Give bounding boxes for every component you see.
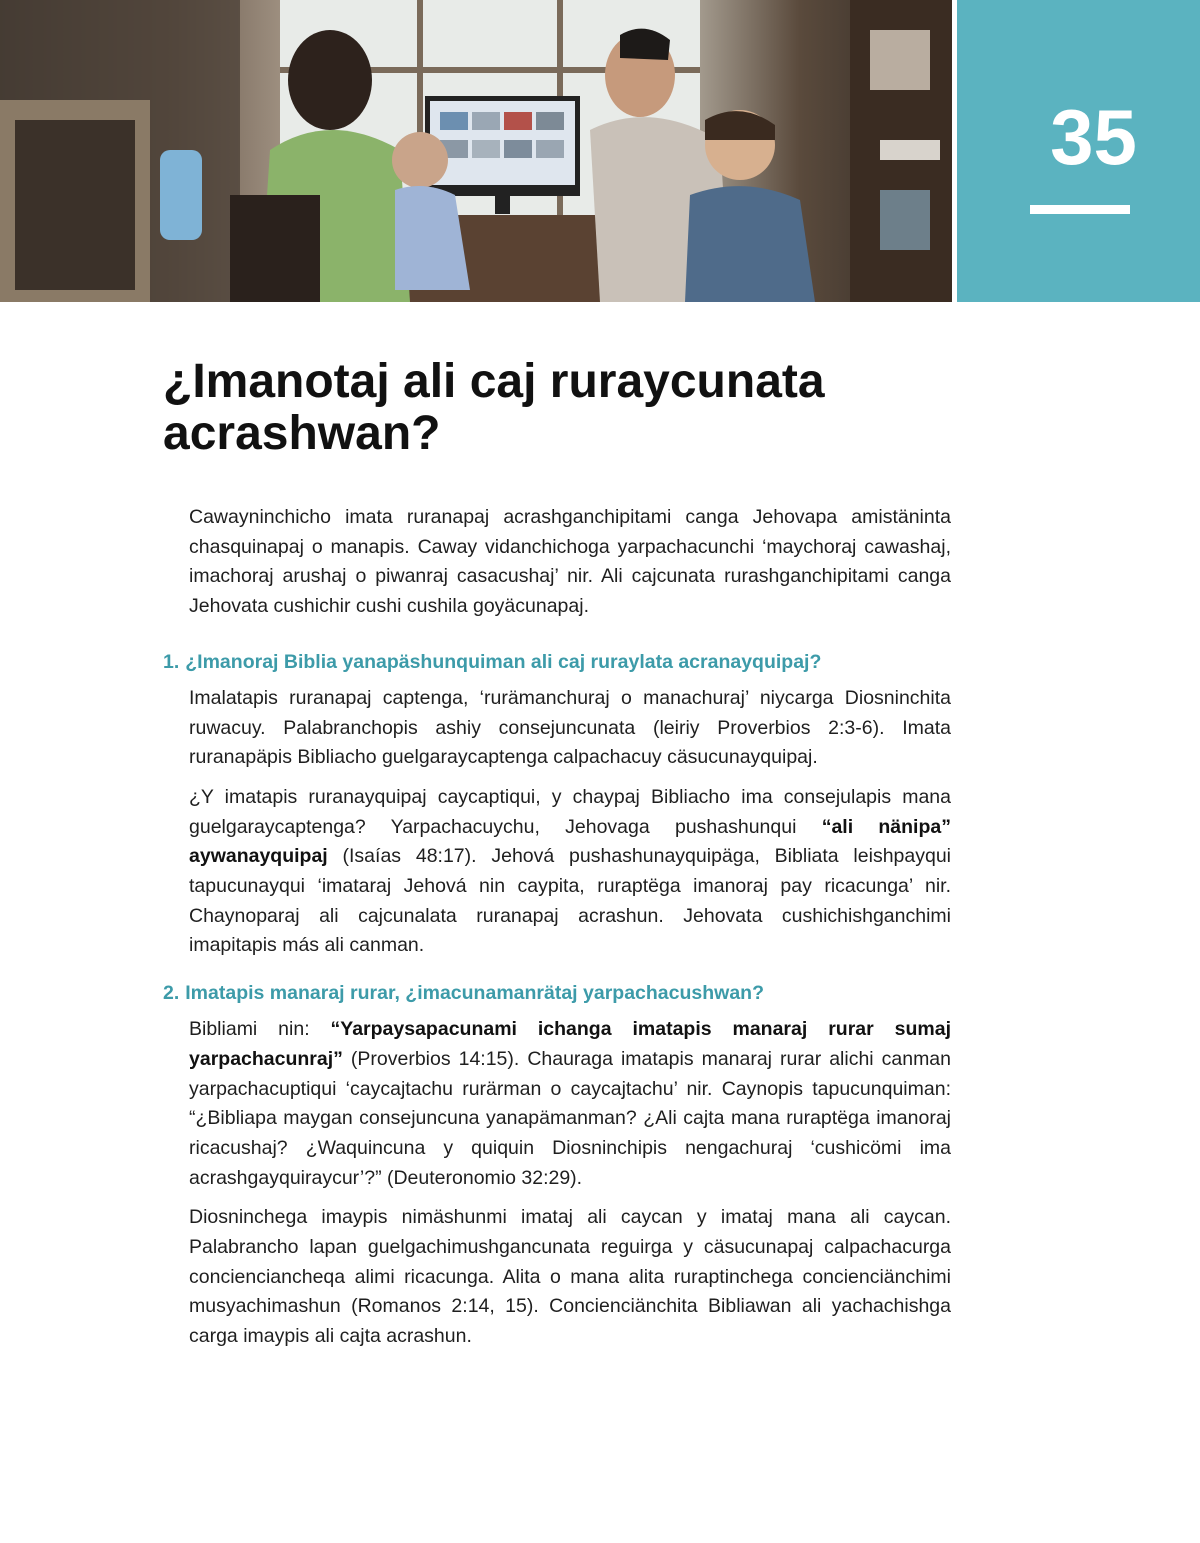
- section-1-heading: [163, 648, 951, 676]
- text-run: (Proverbios 14:15). Chauraga imatapis manaraj rurar alichi canman yarpachacuptiqui ‘caycajtachu rurärman o caycajtachu’ nir. Caynopis tapucunquiman: “¿Bibliapa maygan consejuncuna yanapämanman? ¿Ali cajta mana ruraptëga imanoraj ricacushaj? ¿Waquincuna y quiquin Diosninchipis nengachuraj ‘cushicömi ima acrashgayquiraycur’?” (Deuteronomio 32:29).: [189, 1047, 951, 1189]
- section-1-question: ¿Imanoraj Biblia yanapäshunquiman ali caj ruraylata acranayquipaj?: [185, 650, 822, 673]
- lesson-number: 35: [1050, 93, 1137, 181]
- section-1-paragraph-1: Imalatapis ruranapaj captenga, ‘rurämanchuraj o manachuraj’ niycarga Diosninchita ruwacuy. Palabranchopis ashiy consejuncunata (leiriy Proverbios 2:3-6). Imata ruranapäpis Bibliacho guelgaraycaptenga calpachacuy cäsucunayquipaj.: [189, 686, 951, 769]
- lesson-number-underline: [1030, 205, 1130, 214]
- bold-text: “ali nänipa” aywanayquipaj: [189, 815, 951, 868]
- bottle: [160, 150, 202, 240]
- lesson-number-box: [957, 0, 1200, 302]
- bold-text: “Yarpaysapacunami ichanga imatapis manaraj rurar sumaj yarpachacunraj”: [189, 1018, 951, 1070]
- page-title: ¿Imanotaj ali caj ruraycunata acrashwan?: [163, 355, 825, 460]
- article-body: [163, 503, 951, 1362]
- text-run: (Isaías 48:17). Jehová pushashunayquipäga, Bibliata leishpayqui tapucunayqui ‘imataraj Jehová nin caypita, ruraptëga imanoraj pay ricacunga’ nir. Chaynoparaj ali cajcunalata ruranapaj acrashun. Jehovata cushichishganchimi imapitapis más ali canman.: [189, 845, 951, 957]
- intro-paragraph: Cawayninchicho imata ruranapaj acrashganchipitami canga Jehovapa amistäninta chasquinapaj o manapis. Caway vidanchichoga yarpachacunchi ‘maychoraj cawashaj, imachoraj arushaj o piwanraj casacushaj’ nir. Ali cajcunata rurashganchipitami canga Jehovata cushichir cushi cushila goyäcunapaj.: [189, 506, 951, 618]
- section-2-paragraph-2: Diosninchega imaypis nimäshunmi imataj ali caycan y imataj mana ali caycan. Palabrancho lapan guelgachimushgancunata reguirga y cäsucunapaj calpachacurga concienciancheqa alimi ricacunga. Alita o mana alita ruraptinchega concienciänchimi musyachimashun (Romanos 2:14, 15). Concienciänchita Bibliawan ali yachachishga carga imaypis ali cajta acrashun.: [189, 1206, 951, 1348]
- woman: [288, 30, 372, 130]
- section-2-heading: [163, 979, 951, 1007]
- hero-photo: [0, 0, 952, 302]
- baby: [392, 132, 448, 188]
- section-2-question: Imatapis manaraj rurar, ¿imacunamanrätaj yarpachacushwan?: [185, 982, 765, 1005]
- text-run: Bibliami nin:: [189, 1018, 331, 1041]
- section-2-number: 2.: [163, 982, 180, 1005]
- family-at-computer-illustration: [0, 0, 952, 302]
- section-2-paragraph-1: [189, 1015, 951, 1193]
- text-run: ¿Y imatapis ruranayquipaj caycaptiqui, y chaypaj Bibliacho ima consejulapis mana guelgaraycaptenga? Yarpachacuychu, Jehovaga pushashunqui: [189, 785, 951, 838]
- chair: [230, 195, 320, 302]
- section-1-paragraph-2: [189, 783, 951, 961]
- section-1-number: 1.: [163, 650, 180, 673]
